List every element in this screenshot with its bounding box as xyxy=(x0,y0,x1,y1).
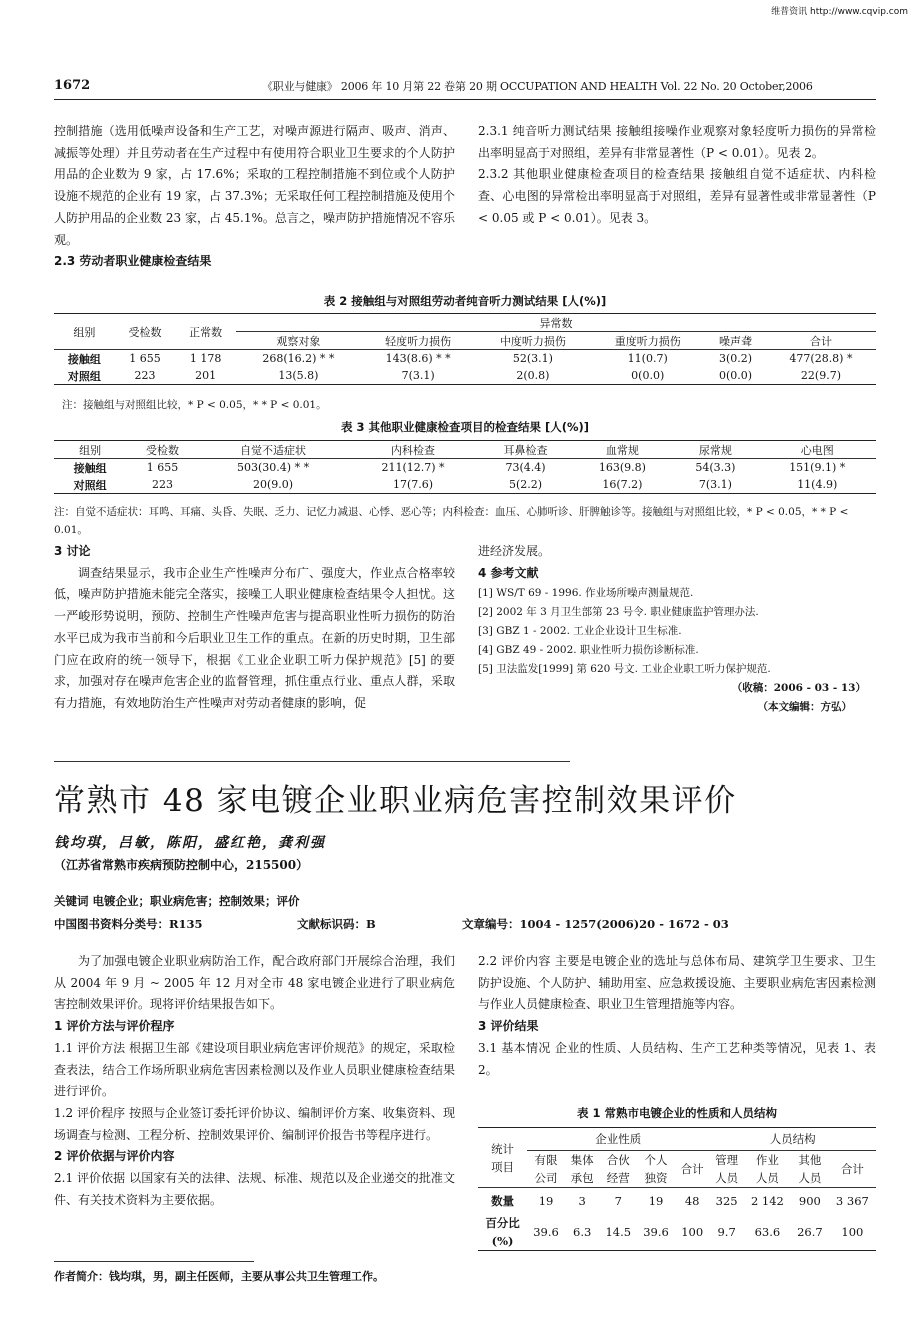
table-cell: 1 655 xyxy=(146,461,179,474)
table1-staff-header: 人员结构 xyxy=(709,1128,876,1151)
article2-section-2-2: 2.2 评价内容 主要是电镀企业的选址与总体布局、建筑学卫生要求、卫生防护设施、个人防护、辅助用室、应急救援设施、主要职业病危害因素检测与作业人员健康检查、职业卫生管理措施等内容。 xyxy=(478,954,876,1012)
article2-intro: 为了加强电镀企业职业病防治工作，配合政府部门开展综合治理，我们从 2004 年 9 月 ~ 2005 年 12 月对全市 48 家电镀企业进行了职业病危害控制效果评价。现将评价结果报告如下。 xyxy=(54,954,455,1012)
reference-item: [4] GBZ 49 - 2002. 职业性听力损伤诊断标准. xyxy=(478,644,699,657)
table3-header: 组别 xyxy=(79,443,102,457)
table1-col-label: 公司 xyxy=(534,1171,558,1185)
table-row xyxy=(54,459,876,477)
table-cell: 201 xyxy=(195,369,217,382)
table1-staff-col xyxy=(744,1151,791,1188)
table2-subheader: 轻度听力损伤 xyxy=(385,334,452,348)
table3-note: 注：自觉不适症状：耳鸣、耳痛、头昏、失眠、乏力、记忆力减退、心悸、恶心等；内科检查：血压、心肺听诊、肝脾触诊等。接触组与对照组比较，* P < 0.05，* * P < 0.01。 xyxy=(54,506,849,536)
table-cell: 9.7 xyxy=(717,1224,736,1239)
table-cell: 11(0.7) xyxy=(627,352,668,365)
table3-header: 耳鼻检查 xyxy=(503,443,548,457)
left-top-column xyxy=(54,121,455,273)
article2-heading-2: 2 评价依据与评价内容 xyxy=(54,1149,175,1164)
table2-subheader: 重度听力损伤 xyxy=(614,334,681,348)
table1-pct-label-top: 百分比 xyxy=(485,1215,520,1230)
table1-corner xyxy=(478,1128,527,1188)
article2-section-3-1: 3.1 基本情况 企业的性质、人员结构、生产工艺种类等情况，见表 1、表 2。 xyxy=(478,1040,876,1077)
received-date: （收稿：2006 - 03 - 13） xyxy=(731,682,866,695)
table-cell: 数量 xyxy=(491,1193,515,1208)
table3-header: 内科检查 xyxy=(391,443,436,457)
table-cell: 13(5.8) xyxy=(278,369,319,382)
journal-header: 《职业与健康》 2006 年 10 月第 22 卷第 20 期 OCCUPATION AND HEALTH Vol. 22 No. 20 October,2006 xyxy=(262,80,813,93)
table1-col-label: 集体 xyxy=(570,1153,594,1167)
reference-item: [1] WS/T 69 - 1996. 作业场所噪声测量规范. xyxy=(478,587,694,600)
table2 xyxy=(54,313,876,385)
discussion-heading: 3 讨论 xyxy=(54,544,91,558)
table-cell: 39.6 xyxy=(643,1224,669,1239)
table-cell: 143(8.6) * * xyxy=(385,352,451,365)
article-keywords: 关键词 电镀企业；职业病危害；控制效果；评价 xyxy=(54,894,300,908)
table-cell: 100 xyxy=(841,1224,864,1239)
references-heading: 4 参考文献 xyxy=(478,565,539,580)
section-2-3-heading: 2.3 劳动者职业健康检查结果 xyxy=(54,254,212,269)
table-cell: 3 xyxy=(578,1193,586,1208)
table-cell: 接触组 xyxy=(73,461,107,475)
table-cell: 19 xyxy=(538,1193,554,1208)
article-title: 常熟市 48 家电镀企业职业病危害控制效果评价 xyxy=(54,783,737,819)
reference-item: [3] GBZ 1 - 2002. 工业企业设计卫生标准. xyxy=(478,625,682,638)
table-cell: 5(2.2) xyxy=(508,478,543,491)
table1-col-label: 个人 xyxy=(644,1153,668,1167)
table1 xyxy=(478,1127,876,1251)
table1-corner-bottom: 项目 xyxy=(491,1159,515,1174)
right-mid-column xyxy=(478,541,876,717)
header-rule xyxy=(54,99,876,100)
table-cell: 477(28.8) * xyxy=(789,352,853,365)
table3-header: 血常规 xyxy=(605,443,639,457)
table-row xyxy=(478,1214,876,1251)
article2-section-1-1: 1.1 评价方法 根据卫生部《建设项目职业病危害评价规范》的规定，采取检查表法，结合工作场所职业病危害因素检测以及作业人员职业健康检查结果进行评价。 xyxy=(54,1040,455,1099)
table1-staff-col xyxy=(709,1151,743,1188)
section-2-3-1: 2.3.1 纯音听力测试结果 接触组接噪作业观察对象轻度听力损伤的异常检出率明显高于对照组，差异有非常显著性（P < 0.01）。见表 2。 xyxy=(478,124,876,160)
table1-col-label: 有限 xyxy=(534,1153,558,1167)
table-row xyxy=(54,350,876,368)
page-number: 1672 xyxy=(54,78,91,93)
table1-nature-col xyxy=(565,1151,599,1188)
table-cell: 211(12.7) * xyxy=(381,461,445,474)
table1-col-label: 人员 xyxy=(755,1171,779,1185)
article2-section-2-1: 2.1 评价依据 以国家有关的法律、法规、标准、规范以及企业递交的批准文件、有关技术资料为主要依据。 xyxy=(54,1171,455,1207)
table1-staff-col xyxy=(791,1151,829,1188)
table2-header-group: 组别 xyxy=(73,325,96,339)
table-cell: 223 xyxy=(152,478,174,491)
table-cell: 7 xyxy=(614,1193,622,1208)
table2-header-examined: 受检数 xyxy=(128,325,162,339)
table-cell: 对照组 xyxy=(73,478,107,492)
table-row xyxy=(54,476,876,494)
footnote-rule xyxy=(54,1261,254,1262)
right-top-column xyxy=(478,121,876,230)
table-row xyxy=(478,1188,876,1214)
article2-section-1-2: 1.2 评价程序 按照与企业签订委托评价协议、编制评价方案、收集资料、现场调查与检测、工程分析、控制效果评价、编制评价报告书等程序进行。 xyxy=(54,1105,455,1142)
discussion-section xyxy=(54,541,455,715)
article-authors: 钱均琪，吕敏，陈阳，盛红艳，龚利强 xyxy=(54,835,326,851)
table1-col-label: 人员 xyxy=(715,1171,739,1185)
table-cell: 2 142 xyxy=(750,1193,784,1208)
reference-item: [2] 2002 年 3 月卫生部第 23 号令. 职业健康监护管理办法. xyxy=(478,606,759,619)
table-cell: 对照组 xyxy=(67,369,101,383)
table3-header: 自觉不适症状 xyxy=(240,443,307,457)
table1-col-label: 经营 xyxy=(606,1171,630,1185)
table-cell: 63.6 xyxy=(754,1224,781,1239)
table2-subheader: 中度听力损伤 xyxy=(499,334,566,348)
table-cell: 19 xyxy=(648,1193,664,1208)
table1-nature-col xyxy=(599,1151,637,1188)
table-cell: 503(30.4) * * xyxy=(237,461,310,474)
table1-nature-header: 企业性质 xyxy=(527,1128,709,1151)
article-number: 文章编号：1004 - 1257(2006)20 - 1672 - 03 xyxy=(462,917,729,931)
table1-col-label: 人员 xyxy=(798,1171,822,1185)
table-cell: 268(16.2) * * xyxy=(262,352,335,365)
table1-col-label: 合伙 xyxy=(606,1153,630,1167)
table3 xyxy=(54,440,876,494)
table1-nature-col xyxy=(527,1151,565,1188)
table2-caption: 表 2 接触组与对照组劳动者纯音听力测试结果 [人(%)] xyxy=(323,294,607,308)
article2-left-column xyxy=(54,951,455,1211)
table-cell: 11(4.9) xyxy=(797,478,838,491)
table2-subheader: 合计 xyxy=(809,334,832,348)
table-cell: 6.3 xyxy=(573,1224,592,1239)
table-cell: 73(4.4) xyxy=(505,461,546,474)
table-cell: 3(0.2) xyxy=(718,352,753,365)
table1-col-label: 管理 xyxy=(715,1153,739,1167)
table-cell: 3 367 xyxy=(835,1193,869,1208)
table-cell xyxy=(478,1214,527,1251)
table-cell: 163(9.8) xyxy=(598,461,646,474)
table-cell: 0(0.0) xyxy=(631,369,665,382)
left-top-paragraph: 控制措施（选用低噪声设备和生产工艺，对噪声源进行隔声、吸声、消声、减振等处理）并且劳动者在生产过程中有使用符合职业卫生要求的个人防护用品的企业数为 9 家，占 17.6%；采取的工程控制措施不到位或个人防护设施不规范的企业有 19 家，占 37.3%；无采取任何工程控制措施及使用个人防护用品的企业数 23 家，占 45.1%。总言之，噪声防护措施情况不容乐观。 xyxy=(54,124,455,247)
table3-header: 受检数 xyxy=(146,443,180,457)
table1-col-label: 作业 xyxy=(755,1153,779,1167)
table-cell: 17(7.6) xyxy=(392,478,434,491)
table-cell: 1 178 xyxy=(189,352,222,365)
table1-nature-total: 合计 xyxy=(680,1162,704,1176)
table2-subheader: 噪声聋 xyxy=(719,334,752,348)
table1-col-label: 承包 xyxy=(570,1171,594,1185)
discussion-continuation: 进经济发展。 xyxy=(478,544,551,558)
table-cell: 151(9.1) * xyxy=(789,461,846,474)
table-cell: 2(0.8) xyxy=(516,369,550,382)
watermark: 维普资讯 http://www.cqvip.com xyxy=(771,7,908,17)
table-cell: 54(3.3) xyxy=(695,461,736,474)
discussion-text: 调查结果显示，我市企业生产性噪声分布广、强度大，作业点合格率较低，噪声防护措施未能完全落实，接噪工人职业健康检查结果令人担忧。这一严峻形势说明，预防、控制生产性噪声危害与提高职业性听力损伤的防治水平已成为我市当前和今后职业卫生工作的重点。在新的历史时期，卫生部门应在政府的统一领导下，根据《工业企业职工听力保护规范》[5] 的要求，加强对存在噪声危害企业的监督管理，抓住重点行业、重点人群，采取有力措施，有效地防治生产性噪声对劳动者健康的影响，促 xyxy=(54,565,455,710)
table-cell: 接触组 xyxy=(67,352,101,366)
table-cell: 900 xyxy=(798,1193,821,1208)
article2-right-column xyxy=(478,951,876,1081)
table-cell: 223 xyxy=(134,369,156,382)
table-cell: 0(0.0) xyxy=(718,369,753,382)
table3-header: 心电图 xyxy=(800,443,834,457)
table-cell: 1 655 xyxy=(129,352,161,365)
table1-col-label: 独资 xyxy=(644,1171,668,1185)
table1-pct-label-bottom: (%) xyxy=(491,1233,514,1248)
section-2-3-2: 2.3.2 其他职业健康检查项目的检查结果 接触组自觉不适症状、内科检查、心电图的异常检出率明显高于对照组，差异有显著性或非常显著性（P < 0.05 或 P < 0.01）。见表 3。 xyxy=(478,167,876,225)
reference-item: [5] 卫法监发[1999] 第 620 号文. 工业企业职工听力保护规范. xyxy=(478,663,771,676)
table1-col-label: 其他 xyxy=(798,1153,822,1167)
table2-note: 注：接触组与对照组比较，* P < 0.05，* * P < 0.01。 xyxy=(62,399,327,411)
table-cell: 14.5 xyxy=(605,1224,632,1239)
article2-heading-3: 3 评价结果 xyxy=(478,1019,539,1034)
table-cell: 100 xyxy=(681,1224,704,1239)
table-cell: 16(7.2) xyxy=(602,478,643,491)
table1-caption: 表 1 常熟市电镀企业的性质和人员结构 xyxy=(576,1106,777,1120)
table-cell: 48 xyxy=(684,1193,700,1208)
article2-heading-1: 1 评价方法与评价程序 xyxy=(54,1019,175,1034)
table-cell: 7(3.1) xyxy=(401,369,435,382)
table-cell: 39.6 xyxy=(533,1224,559,1239)
document-code: 文献标识码：B xyxy=(297,917,376,931)
article-affiliation: （江苏省常熟市疾病预防控制中心，215500） xyxy=(54,858,309,872)
table3-header: 尿常规 xyxy=(698,443,732,457)
table1-nature-col xyxy=(637,1151,675,1188)
article-separator xyxy=(54,761,570,762)
editor-note: （本文编辑：方弘） xyxy=(757,701,852,714)
table1-staff-total: 合计 xyxy=(840,1162,864,1176)
table2-header-abnormal: 异常数 xyxy=(236,314,876,332)
author-bio: 作者简介：钱均琪，男，副主任医师，主要从事公共卫生管理工作。 xyxy=(54,1270,384,1283)
table-cell: 52(3.1) xyxy=(512,352,553,365)
table2-header-normal: 正常数 xyxy=(189,325,223,339)
clc-number: 中国图书资料分类号：R135 xyxy=(54,917,203,931)
table2-subheader: 观察对象 xyxy=(276,334,321,348)
table-cell: 20(9.0) xyxy=(253,478,294,491)
table-cell: 22(9.7) xyxy=(800,369,841,382)
table-row xyxy=(54,367,876,385)
table3-caption: 表 3 其他职业健康检查项目的检查结果 [人(%)] xyxy=(340,420,590,434)
table1-corner-top: 统计 xyxy=(491,1141,515,1156)
table-cell: 26.7 xyxy=(797,1224,823,1239)
table-cell: 7(3.1) xyxy=(698,478,732,491)
table-cell: 325 xyxy=(715,1193,738,1208)
